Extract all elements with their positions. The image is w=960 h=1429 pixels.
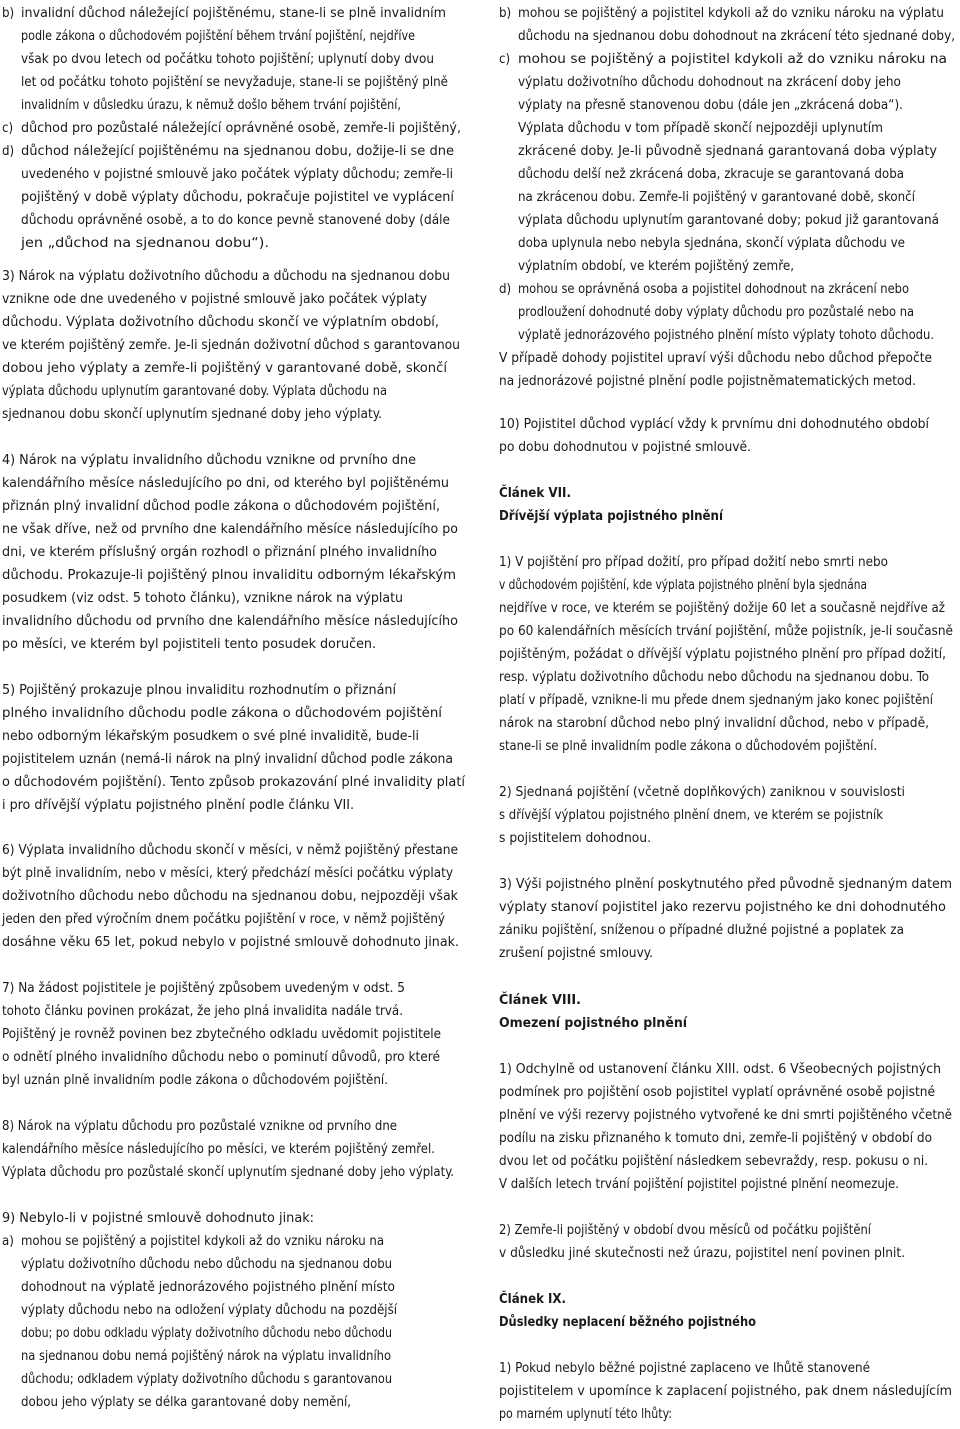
line-text: nebo odborným lékařským posudkem o své plné invaliditě, bude-li [2,729,420,744]
line-text: důchodu delší než zkrácená doba, zkracuje se garantovaná doba [518,167,905,182]
line-text: pojištěný v době výplaty důchodu, pokračuje pojistitel ve vyplácení [21,190,454,205]
line-text: nejdříve v roce, ve kterém se pojištěný dožije 60 let a současně nejdříve až [499,601,946,616]
line-text: 3) Nárok na výplatu doživotního důchodu a důchodu na sjednanou dobu [2,269,450,284]
line-text: 1) Pokud nebylo běžné pojistné zaplaceno ve lhůtě stanovené [499,1361,870,1376]
line-text: po dobu dohodnutou v pojistné smlouvě. [499,440,752,455]
line-text: podílu na zisku přiznaného k tomuto dni, zemře-li pojištěný v období do [499,1131,932,1146]
line-text: výplaty na přesně stanovenou dobu (dále jen „zkrácená doba“). [518,98,903,113]
line-text: stane-li se plně invalidním podle zákona o důchodovém pojištění. [499,739,878,754]
line-text: vznikne ode dne uvedeného v pojistné smlouvě jako počátek výplaty [2,292,427,307]
line-text: na jednorázové pojistné plnění podle pojistněmatematických metod. [499,374,916,389]
line-text: důchodu na sjednanou dobu dohodnout na zkrácení této sjednané doby, [518,29,956,44]
line-text: ve kterém pojištěný zemře. Je-li sjednán doživotní důchod s garantovanou [2,338,461,353]
line-text: s pojistitelem dohodnou. [499,831,651,846]
line-text: tohoto článku povinen prokázat, že jeho plná invalidita nadále trvá. [2,1004,403,1019]
list-marker: b) [2,6,15,21]
line-text: v důchodovém pojištění, kde výplata pojistného plnění byla sjednána [499,578,868,593]
line-text: Důsledky neplacení běžného pojistného [499,1315,757,1330]
line-text: Výplata důchodu v tom případě skončí nejpozději uplynutím [518,121,884,136]
line-text: výplatu doživotního důchodu nebo důchodu na sjednanou dobu [21,1257,393,1272]
line-text: uvedeného v pojistné smlouvě jako počátek výplaty důchodu; zemře-li [21,167,454,182]
line-text: jeden den před výročním dnem počátku pojištění v roce, v němž pojištěný [2,912,445,927]
line-text: na zkrácenou dobu. Zemře-li pojištěný v garantované době, skončí [518,190,915,205]
line-text: o důchodovém pojištění). Tento způsob prokazování plné invalidity platí [2,775,465,790]
list-marker: c) [499,52,511,67]
line-text: Dřívější výplata pojistného plnění [499,509,724,524]
line-text: pojistitelem v upomínce k zaplacení pojistného, pak dnem následujícím [499,1384,953,1399]
line-text: důchodu oprávněné osobě, a to do konce pevně stanovené doby (dále [21,213,451,228]
line-text: výplaty důchodu nebo na odložení výplaty důchodu na pozdější [21,1303,398,1318]
list-marker: c) [2,121,14,136]
line-text: kalendářního měsíce následujícího po měsíci, ve kterém pojištěný zemřel. [2,1142,435,1157]
line-text: invalidní důchod náležející pojištěnému, stane-li se plně invalidním [21,6,447,21]
line-text: ne však dříve, než od prvního dne kalendářního měsíce následujícího po [2,522,459,537]
line-text: prodloužení dohodnuté doby výplaty důchodu pro pozůstalé nebo na [518,305,915,320]
line-text: 6) Výplata invalidního důchodu skončí v měsíci, v němž pojištěný přestane [2,843,458,858]
line-text: 5) Pojištěný prokazuje plnou invaliditu rozhodnutím o přiznání [2,683,397,698]
line-text: dohodnout na výplatě jednorázového pojistného plnění místo [21,1280,395,1295]
line-text: Výplata důchodu pro pozůstalé skončí uplynutím sjednané doby jeho výplaty. [2,1165,454,1180]
line-text: v důsledku jiné skutečnosti než úrazu, pojistitel není povinen plnit. [499,1246,905,1261]
line-text: dosáhne věku 65 let, pokud nebylo v pojistné smlouvě dohodnuto jinak. [2,935,460,950]
line-text: výplata důchodu uplynutím garantované doby. Výplata důchodu na [2,384,388,399]
line-text: invalidním v důsledku úrazu, k němuž došlo během trvání pojištění, [21,98,401,113]
line-text: důchod pro pozůstalé náležející oprávněné osobě, zemře-li pojištěný, [21,121,461,136]
line-text: o odnětí plného invalidního důchodu nebo o pominutí důvodů, pro které [2,1050,441,1065]
line-text: důchod náležející pojištěnému na sjednanou dobu, dožije-li se dne [21,144,455,159]
line-text: 1) Odchylně od ustanovení článku XIII. odst. 6 Všeobecných pojistných [499,1062,941,1077]
line-text: výplata důchodu uplynutím garantované doby; pokud již garantovaná [518,213,939,228]
line-text: výplaty stanoví pojistitel jako rezervu pojistného ke dni dohodnutého [499,900,946,915]
line-text: Článek VIII. [499,993,582,1008]
line-text: 2) Sjednaná pojištění (včetně doplňkových) zaniknou v souvislosti [499,785,905,800]
line-text: mohou se oprávněná osoba a pojistitel dohodnout na zkrácení nebo [518,282,909,297]
line-text: 10) Pojistitel důchod vyplácí vždy k prvnímu dni dohodnutého období [499,417,930,432]
line-text: dobou jeho výplaty a zemře-li pojištěný v garantované době, skončí [2,361,447,376]
line-text: sjednanou dobu skončí uplynutím sjednané doby jeho výplaty. [2,407,382,422]
line-text: přiznán plný invalidní důchod podle zákona o důchodovém pojištění, [2,499,441,514]
line-text: dvou let od počátku pojištění následkem sebevraždy, resp. pokusu o ni. [499,1154,929,1169]
line-text: důchodu; odkladem výplaty doživotního důchodu s garantovanou [21,1372,393,1387]
line-text: 3) Výši pojistného plnění poskytnutého před původně sjednaným datem [499,877,952,892]
line-text: 8) Nárok na výplatu důchodu pro pozůstalé vznikne od prvního dne [2,1119,398,1134]
line-text: i pro dřívější výplatu pojistného plnění podle článku VII. [2,798,355,813]
line-text: doba uplynula nebo nebyla sjednána, skončí výplata důchodu ve [518,236,905,251]
line-text: V dalších letech trvání pojištění pojistitel pojistné plnění neomezuje. [499,1177,899,1192]
line-text: 4) Nárok na výplatu invalidního důchodu vznikne od prvního dne [2,453,417,468]
line-text: podmínek pro pojištění osob pojistitel vyplatí oprávněné osobě pojistné [499,1085,936,1100]
line-text: platí v případě, vznikne-li mu přede dnem sjednaným jako konec pojištění [499,693,933,708]
line-text: výplatě jednorázového pojistného plnění místo výplaty tohoto důchodu. [518,328,935,343]
line-text: na sjednanou dobu nemá pojištěný nárok na výplatu invalidního [21,1349,392,1364]
line-text: výplatním období, ve kterém pojištěný zemře, [518,259,795,274]
line-text: podle zákona o důchodovém pojištění během trvání pojištění, nejdříve [21,29,415,44]
line-text: zrušení pojistné smlouvy. [499,946,653,961]
line-text: výplatu doživotního důchodu dohodnout na zkrácení doby jeho [518,75,901,90]
line-text: 7) Na žádost pojistitele je pojištěný způsobem uvedeným v odst. 5 [2,981,405,996]
line-text: 1) V pojištění pro případ dožití, pro případ dožití nebo smrti nebo [499,555,888,570]
line-text: být plně invalidním, nebo v měsíci, který předchází měsíci počátku výplaty [2,866,453,881]
line-text: dobu; po dobu odkladu výplaty doživotního důchodu nebo důchodu [21,1326,392,1341]
line-text: doživotního důchodu nebo důchodu na sjednanou dobu, nejpozději však [2,889,458,904]
line-text: posudkem (viz odst. 5 tohoto článku), vznikne nárok na výplatu [2,591,404,606]
line-text: Pojištěný je rovněž povinen bez zbytečného odkladu uvědomit pojistitele [2,1027,442,1042]
line-text: po měsíci, ve kterém byl pojistiteli tento posudek doručen. [2,637,376,652]
line-text: po marném uplynutí této lhůty: [499,1407,672,1422]
line-text: však po dvou letech od počátku tohoto pojištění; uplynutí doby dvou [21,52,435,67]
line-text: resp. výplatu doživotního důchodu nebo důchodu na sjednanou dobu. To [499,670,930,685]
line-text: Omezení pojistného plnění [499,1016,688,1031]
list-marker: d) [2,144,15,159]
line-text: 9) Nebylo-li v pojistné smlouvě dohodnuto jinak: [2,1211,314,1226]
line-text: důchodu. Výplata doživotního důchodu skončí ve výplatním období, [2,315,440,330]
line-text: zkrácené doby. Je-li původně sjednaná garantovaná doba výplaty [518,144,938,159]
line-text: dni, ve kterém příslušný orgán rozhodl o přiznání plného invalidního [2,545,437,560]
line-text: invalidního důchodu od prvního dne kalendářního měsíce následujícího [2,614,459,629]
line-text: plnění ve výši rezervy pojistného vytvořené ke dni smrti pojištěného včetně [499,1108,952,1123]
line-text: kalendářního měsíce následujícího po dni, od kterého byl pojištěnému [2,476,449,491]
line-text: pojistitelem uznán (nemá-li nárok na plný invalidní důchod podle zákona [2,752,454,767]
list-marker: d) [499,282,512,297]
line-text: mohou se pojištěný a pojistitel kdykoli až do vzniku nároku na výplatu [518,6,945,21]
list-marker: b) [499,6,512,21]
line-text: pojištěným, požádat o dřívější výplatu pojistného plnění pro případ dožití, [499,647,947,662]
line-text: mohou se pojištěný a pojistitel kdykoli až do vzniku nároku na [518,52,948,67]
line-text: po 60 kalendářních měsících trvání pojištění, může pojistník, je-li současně [499,624,954,639]
line-text: jen „důchod na sjednanou dobu“). [21,236,269,251]
line-text: Článek IX. [499,1292,567,1307]
line-text: 2) Zemře-li pojištěný v období dvou měsíců od počátku pojištění [499,1223,871,1238]
line-text: mohou se pojištěný a pojistitel kdykoli až do vzniku nároku na [21,1234,385,1249]
list-marker: a) [2,1234,14,1249]
line-text: zániku pojištění, sníženou o případné dlužné pojistné a poplatek za [499,923,904,938]
line-text: let od počátku tohoto pojištění se nevyžaduje, stane-li se pojištěný plně [21,75,449,90]
line-text: byl uznán plně invalidním podle zákona o důchodovém pojištění. [2,1073,388,1088]
line-text: s dřívější výplatou pojistného plnění dnem, ve kterém se pojistník [499,808,884,823]
line-text: V případě dohody pojistitel upraví výši důchodu nebo důchod přepočte [499,351,932,366]
line-text: důchodu. Prokazuje-li pojištěný plnou invaliditu odborným lékařským [2,568,457,583]
line-text: dobou jeho výplaty se délka garantované doby nemění, [21,1395,351,1410]
line-text: plného invalidního důchodu podle zákona o důchodovém pojištění [2,706,442,721]
line-text: Článek VII. [499,486,571,501]
line-text: nárok na starobní důchod nebo plný invalidní důchod, nebo v případě, [499,716,930,731]
